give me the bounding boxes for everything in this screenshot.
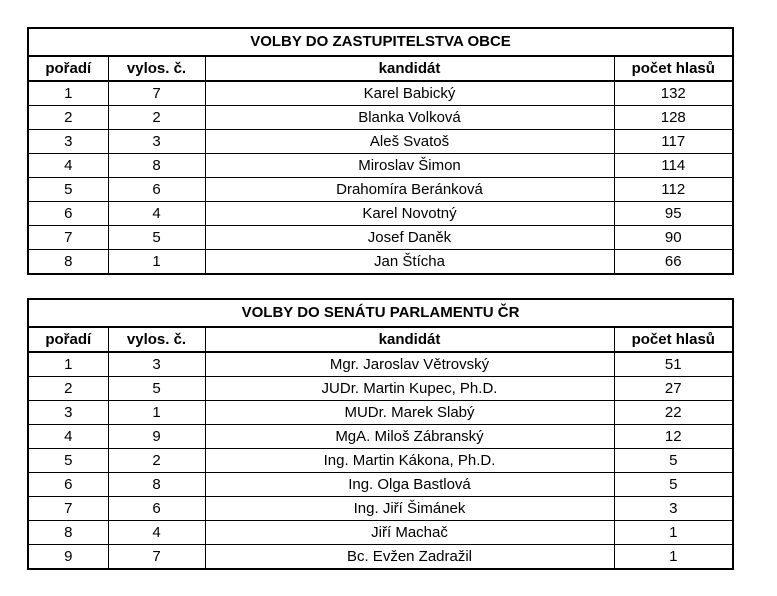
cell-ballot-number: 1	[108, 401, 205, 425]
cell-candidate: MUDr. Marek Slabý	[205, 401, 614, 425]
table-row	[28, 130, 733, 154]
table-body	[28, 352, 733, 569]
cell-votes: 90	[614, 226, 733, 250]
table-row	[28, 226, 733, 250]
cell-candidate: Jiří Machač	[205, 521, 614, 545]
table-row	[28, 106, 733, 130]
municipal-election-table	[27, 27, 734, 275]
col-header-ballot-number: vylos. č.	[108, 327, 205, 352]
cell-candidate: Aleš Svatoš	[205, 130, 614, 154]
table-row	[28, 202, 733, 226]
cell-candidate: Josef Daněk	[205, 226, 614, 250]
cell-ballot-number: 4	[108, 202, 205, 226]
cell-order: 1	[28, 352, 108, 377]
cell-ballot-number: 5	[108, 377, 205, 401]
col-header-candidate: kandidát	[205, 327, 614, 352]
table-row	[28, 473, 733, 497]
col-header-votes: počet hlasů	[614, 56, 733, 81]
cell-candidate: Mgr. Jaroslav Větrovský	[205, 352, 614, 377]
cell-votes: 1	[614, 521, 733, 545]
cell-candidate: Ing. Martin Kákona, Ph.D.	[205, 449, 614, 473]
cell-votes: 27	[614, 377, 733, 401]
cell-votes: 51	[614, 352, 733, 377]
cell-candidate: Ing. Olga Bastlová	[205, 473, 614, 497]
table-title: VOLBY DO SENÁTU PARLAMENTU ČR	[28, 299, 733, 327]
cell-candidate: Bc. Evžen Zadražil	[205, 545, 614, 570]
cell-order: 2	[28, 106, 108, 130]
cell-order: 1	[28, 81, 108, 106]
table-row	[28, 545, 733, 570]
cell-votes: 128	[614, 106, 733, 130]
cell-votes: 117	[614, 130, 733, 154]
cell-order: 3	[28, 401, 108, 425]
cell-order: 4	[28, 425, 108, 449]
col-header-candidate: kandidát	[205, 56, 614, 81]
col-header-order: pořadí	[28, 56, 108, 81]
cell-votes: 66	[614, 250, 733, 275]
cell-ballot-number: 3	[108, 352, 205, 377]
cell-votes: 5	[614, 449, 733, 473]
table-row	[28, 377, 733, 401]
table-row	[28, 497, 733, 521]
cell-candidate: Karel Babický	[205, 81, 614, 106]
cell-order: 8	[28, 250, 108, 275]
cell-votes: 3	[614, 497, 733, 521]
table-row	[28, 449, 733, 473]
table-row	[28, 352, 733, 377]
cell-order: 8	[28, 521, 108, 545]
cell-votes: 1	[614, 545, 733, 570]
col-header-order: pořadí	[28, 327, 108, 352]
cell-candidate: Ing. Jiří Šimánek	[205, 497, 614, 521]
cell-order: 5	[28, 178, 108, 202]
cell-order: 3	[28, 130, 108, 154]
cell-votes: 95	[614, 202, 733, 226]
cell-candidate: Jan Štícha	[205, 250, 614, 275]
senate-election-table	[27, 298, 734, 570]
cell-order: 7	[28, 226, 108, 250]
cell-ballot-number: 8	[108, 154, 205, 178]
cell-ballot-number: 6	[108, 497, 205, 521]
table-body	[28, 81, 733, 274]
cell-candidate: JUDr. Martin Kupec, Ph.D.	[205, 377, 614, 401]
table-row	[28, 81, 733, 106]
col-header-ballot-number: vylos. č.	[108, 56, 205, 81]
cell-ballot-number: 7	[108, 81, 205, 106]
cell-votes: 112	[614, 178, 733, 202]
cell-ballot-number: 6	[108, 178, 205, 202]
cell-ballot-number: 2	[108, 106, 205, 130]
cell-order: 4	[28, 154, 108, 178]
cell-ballot-number: 9	[108, 425, 205, 449]
cell-votes: 12	[614, 425, 733, 449]
cell-votes: 5	[614, 473, 733, 497]
cell-ballot-number: 5	[108, 226, 205, 250]
cell-order: 2	[28, 377, 108, 401]
table-title: VOLBY DO ZASTUPITELSTVA OBCE	[28, 28, 733, 56]
table-row	[28, 521, 733, 545]
table-row	[28, 154, 733, 178]
cell-order: 9	[28, 545, 108, 570]
cell-ballot-number: 8	[108, 473, 205, 497]
cell-order: 6	[28, 473, 108, 497]
cell-ballot-number: 1	[108, 250, 205, 275]
cell-candidate: Miroslav Šimon	[205, 154, 614, 178]
cell-candidate: Karel Novotný	[205, 202, 614, 226]
cell-ballot-number: 4	[108, 521, 205, 545]
cell-votes: 132	[614, 81, 733, 106]
cell-ballot-number: 7	[108, 545, 205, 570]
cell-order: 6	[28, 202, 108, 226]
table-row	[28, 401, 733, 425]
cell-votes: 22	[614, 401, 733, 425]
table-row	[28, 425, 733, 449]
cell-votes: 114	[614, 154, 733, 178]
col-header-votes: počet hlasů	[614, 327, 733, 352]
cell-order: 5	[28, 449, 108, 473]
cell-ballot-number: 2	[108, 449, 205, 473]
cell-candidate: Blanka Volková	[205, 106, 614, 130]
cell-candidate: Drahomíra Beránková	[205, 178, 614, 202]
table-row	[28, 250, 733, 275]
cell-ballot-number: 3	[108, 130, 205, 154]
cell-order: 7	[28, 497, 108, 521]
cell-candidate: MgA. Miloš Zábranský	[205, 425, 614, 449]
table-row	[28, 178, 733, 202]
